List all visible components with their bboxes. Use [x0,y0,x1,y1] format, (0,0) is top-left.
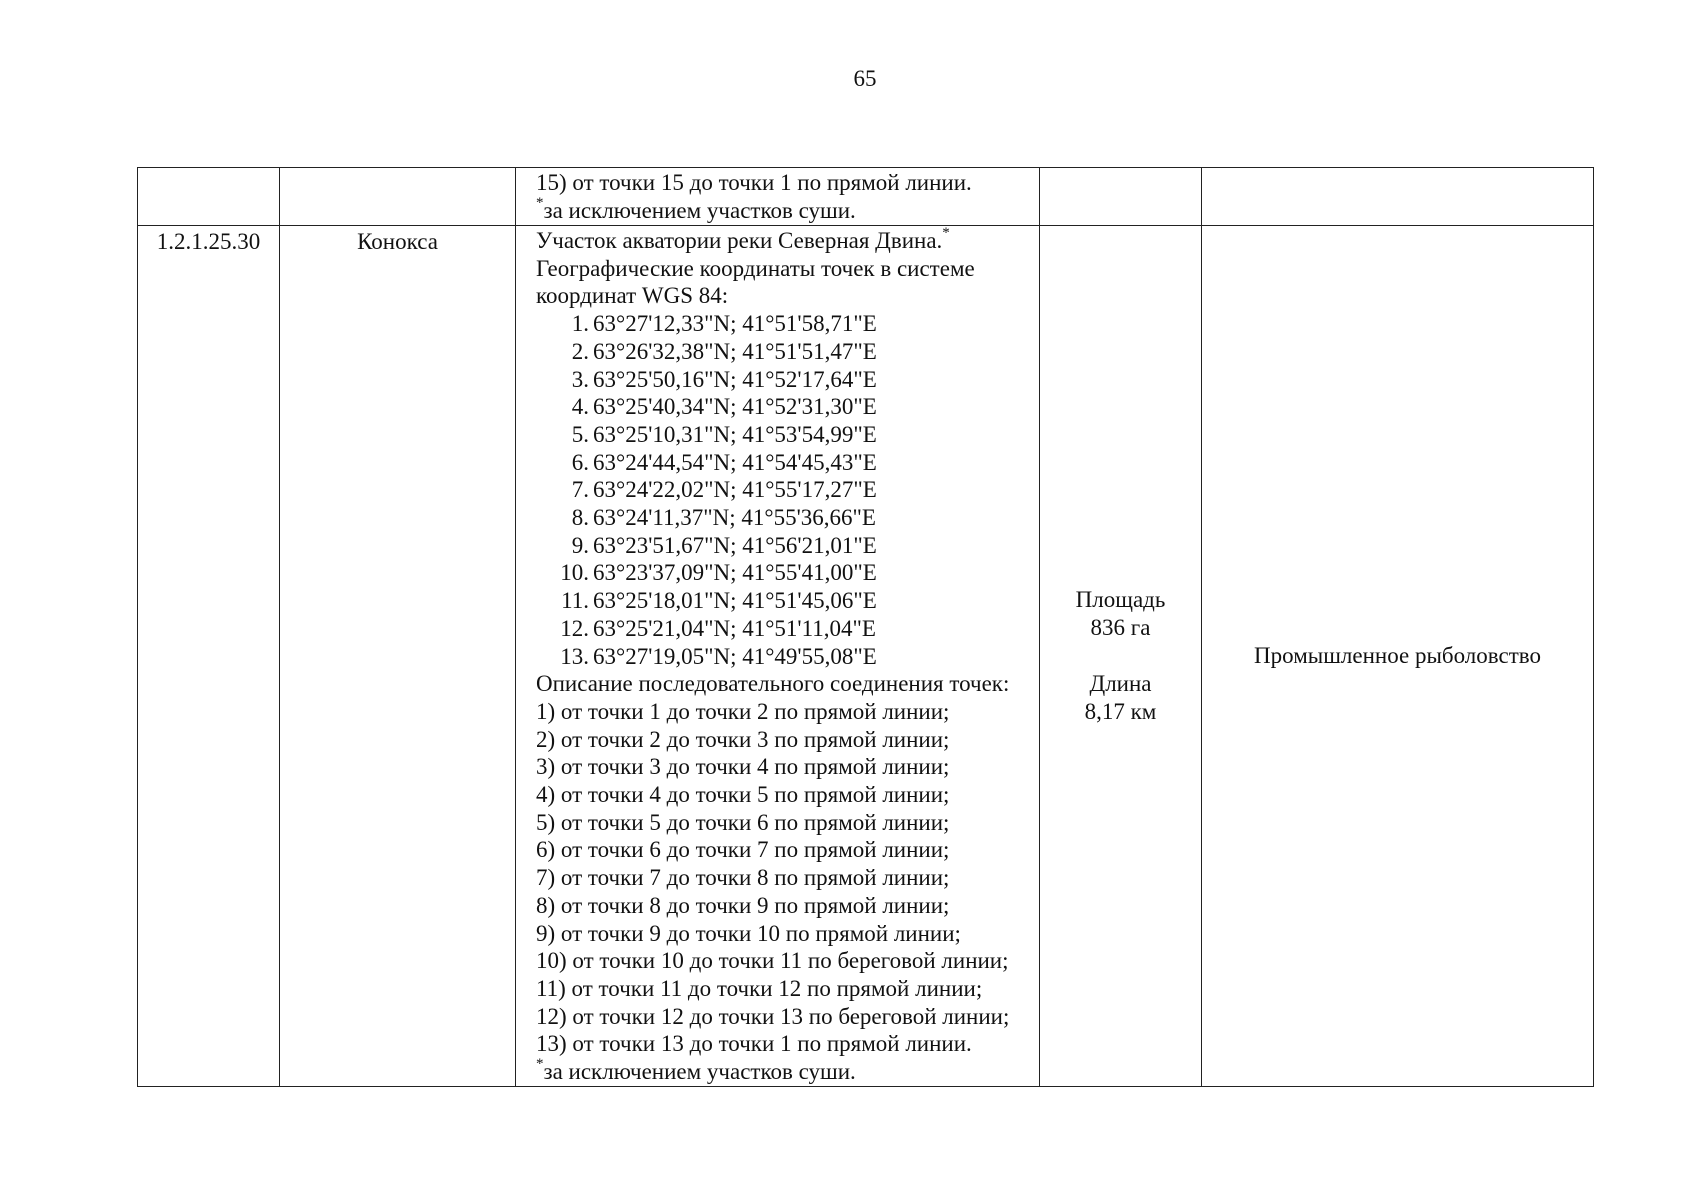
footnote-text: за исключением участков суши. [543,1059,856,1085]
connection-item: 2) от точки 2 до точки 3 по прямой линии; [536,726,950,752]
coordinate-item [536,449,1035,477]
coords-heading-line-2: координат WGS 84: [536,283,729,309]
connection-item: 3) от точки 3 до точки 4 по прямой линии; [536,754,950,780]
description-title-mark: * [942,225,950,242]
coordinate-item [536,504,1035,532]
fishing-areas-table [137,167,1594,1087]
entry-description [516,226,1040,1087]
coordinate-value: 63°24'22,02"N; 41°55'17,27"E [593,477,877,503]
coordinate-item [536,393,1035,421]
footnote-text: за исключением участков суши. [543,197,856,223]
coordinate-value: 63°25'50,16"N; 41°52'17,64"E [593,366,877,392]
coordinate-number: 8. [571,505,589,531]
coordinate-item [536,338,1035,366]
connection-item: 4) от точки 4 до точки 5 по прямой линии; [536,782,950,808]
params-cell-empty [1040,168,1202,226]
coordinates-list [536,310,1035,670]
length-label: Длина [1089,670,1152,696]
coordinate-number: 7. [571,477,589,503]
entry-name: Конокса [280,226,516,1087]
coordinate-item [536,615,1035,643]
connections-list [536,698,1035,1058]
coordinate-value: 63°23'37,09"N; 41°55'41,00"E [593,560,877,586]
entry-row [138,226,1594,1087]
coordinate-number: 1. [571,311,589,337]
coordinate-value: 63°27'19,05"N; 41°49'55,08"E [593,643,877,669]
description-last-line: 15) от точки 15 до точки 1 по прямой линии. [536,170,972,195]
coordinate-number: 13. [560,643,589,669]
connection-item: 12) от точки 12 до точки 13 по береговой линии; [536,1003,1010,1029]
entry-parameters [1040,226,1202,1087]
coordinate-number: 11. [561,588,589,614]
coordinate-value: 63°23'51,67"N; 41°56'21,01"E [593,532,877,558]
coordinate-number: 6. [571,449,589,475]
coords-heading-line-1: Географические координаты точек в системе [536,255,975,281]
coordinate-number: 4. [571,394,589,420]
coordinate-value: 63°25'21,04"N; 41°51'11,04"E [593,615,876,641]
params-gap [1040,642,1201,670]
coordinate-item [536,587,1035,615]
name-cell-empty [280,168,516,226]
code-cell-empty [138,168,280,226]
usage-cell-empty [1202,168,1594,226]
coordinate-value: 63°25'18,01"N; 41°51'45,06"E [593,588,877,614]
description-cell-continued [516,168,1040,226]
coordinate-number: 3. [571,366,589,392]
coordinate-number: 5. [571,421,589,447]
coordinate-value: 63°26'32,38"N; 41°51'51,47"E [593,338,877,364]
coordinate-number: 2. [571,338,589,364]
footnote-line [536,1058,1035,1086]
connection-item: 1) от точки 1 до точки 2 по прямой линии; [536,698,950,724]
footnote-mark: * [536,195,544,212]
coordinate-item [536,532,1035,560]
connection-item: 10) от точки 10 до точки 11 по береговой линии; [536,948,1009,974]
coordinate-item [536,559,1035,587]
connection-item: 9) от точки 9 до точки 10 по прямой линии; [536,920,961,946]
connection-item: 13) от точки 13 до точки 1 по прямой линии. [536,1031,972,1057]
footnote-mark: * [536,1056,544,1073]
coordinate-item [536,366,1035,394]
connection-item: 5) от точки 5 до точки 6 по прямой линии; [536,809,950,835]
area-label: Площадь [1075,587,1166,613]
coordinate-number: 10. [560,560,589,586]
area-value: 836 га [1090,615,1151,641]
footnote-line [536,197,1035,225]
usage-type: Промышленное рыболовство [1202,226,1594,1087]
coordinate-item [536,643,1035,671]
coordinate-value: 63°24'44,54"N; 41°54'45,43"E [593,449,877,475]
connection-item: 6) от точки 6 до точки 7 по прямой линии; [536,837,950,863]
coordinate-item [536,310,1035,338]
description-title-text: Участок акватории реки Северная Двина. [536,228,943,253]
page-number: 65 [853,66,877,91]
coordinate-number: 9. [571,532,589,558]
connection-item: 8) от точки 8 до точки 9 по прямой линии; [536,892,950,918]
coordinate-number: 12. [560,615,589,641]
entry-code: 1.2.1.25.30 [138,226,280,1087]
connection-item: 7) от точки 7 до точки 8 по прямой линии; [536,865,950,891]
connection-heading: Описание последовательного соединения точек: [536,671,1010,697]
coordinate-value: 63°24'11,37"N; 41°55'36,66"E [593,505,876,531]
continuation-row [138,168,1594,226]
connection-item: 11) от точки 11 до точки 12 по прямой линии; [536,975,983,1001]
description-title [536,227,1035,255]
coordinate-value: 63°25'40,34"N; 41°52'31,30"E [593,394,877,420]
coordinate-value: 63°25'10,31"N; 41°53'54,99"E [593,421,877,447]
coordinate-item [536,476,1035,504]
length-value: 8,17 км [1084,698,1157,724]
coordinate-item [536,421,1035,449]
coordinate-value: 63°27'12,33"N; 41°51'58,71"E [593,311,877,337]
